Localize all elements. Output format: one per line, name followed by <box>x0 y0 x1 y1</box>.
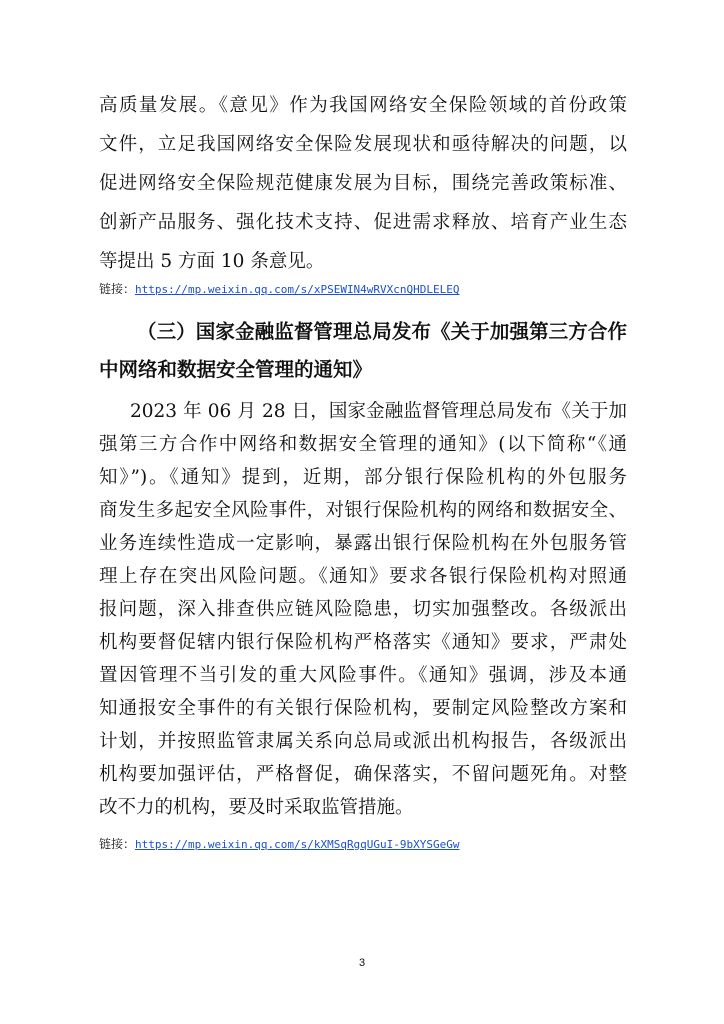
paragraph-line: 机构要加强评估，严格督促，确保落实，不留问题死角。对整 <box>99 764 627 785</box>
paragraph-line: 改不力的机构，要及时采取监管措施。 <box>99 797 414 818</box>
page-number: 3 <box>358 957 366 969</box>
paragraph-line: 置因管理不当引发的重大风险事件。《通知》强调，涉及本通 <box>99 665 627 686</box>
paragraph-line: 文件，立足我国网络安全保险发展现状和亟待解决的问题，以 <box>99 134 627 155</box>
paragraph-line: 业务连续性造成一定影响，暴露出银行保险机构在外包服务管 <box>99 533 627 554</box>
source-link-line <box>99 281 460 298</box>
paragraph-line: 2023 年 06 月 28 日，国家金融监督管理总局发布《关于加 <box>130 401 627 422</box>
paragraph-line: 创新产品服务、强化技术支持、促进需求释放、培育产业生态 <box>99 212 627 233</box>
link-label: 链接： <box>99 282 136 296</box>
paragraph-line: 促进网络安全保险规范健康发展为目标，围绕完善政策标准、 <box>99 173 627 194</box>
paragraph-line: 商发生多起安全风险事件，对银行保险机构的网络和数据安全、 <box>99 500 627 521</box>
source-link-line <box>99 836 460 853</box>
source-link[interactable]: https://mp.weixin.qq.com/s/kXMSqRgqUGuI-9bXYSGeGw <box>135 838 460 851</box>
paragraph-line: 机构要督促辖内银行保险机构严格落实《通知》要求，严肃处 <box>99 632 627 653</box>
source-link[interactable]: https://mp.weixin.qq.com/s/xPSEWIN4wRVXcnQHDLELEQ <box>135 283 460 296</box>
paragraph-line: 知》”)。《通知》提到，近期，部分银行保险机构的外包服务 <box>99 467 627 488</box>
section-heading: （三）国家金融监督管理总局发布《关于加强第三方合作 <box>137 320 627 343</box>
paragraph-line: 知通报安全事件的有关银行保险机构，要制定风险整改方案和 <box>99 698 627 719</box>
link-label: 链接： <box>99 837 136 851</box>
paragraph-line: 计划，并按照监管隶属关系向总局或派出机构报告，各级派出 <box>99 731 627 752</box>
paragraph-line: 高质量发展。《意见》作为我国网络安全保险领域的首份政策 <box>99 95 627 116</box>
section-heading-continued: 中网络和数据安全管理的通知》 <box>99 358 373 381</box>
paragraph-line: 报问题，深入排查供应链风险隐患，切实加强整改。各级派出 <box>99 599 627 620</box>
paragraph-line: 理上存在突出风险问题。《通知》要求各银行保险机构对照通 <box>99 566 627 587</box>
paragraph-line: 等提出 5 方面 10 条意见。 <box>99 251 325 272</box>
paragraph-line: 强第三方合作中网络和数据安全管理的通知》(以下简称“《通 <box>99 434 627 455</box>
